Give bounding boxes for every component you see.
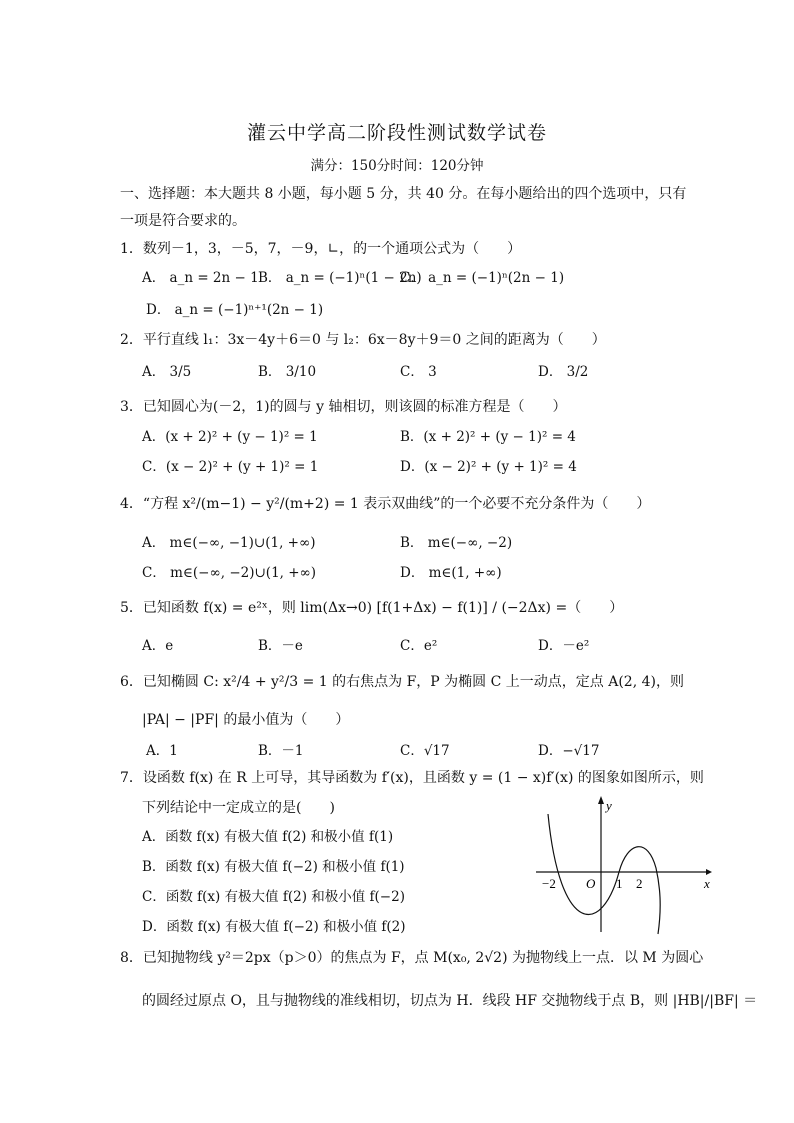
y-axis-label: y — [606, 798, 612, 813]
x-axis-label: x — [704, 876, 710, 891]
question-4-option-a: A． m∈(−∞, −1)∪(1, +∞) — [142, 535, 316, 551]
question-1-option-c: C． a_n = (−1)ⁿ(2n − 1) — [400, 270, 565, 286]
question-6-option-a: A．1 — [146, 743, 178, 759]
question-7-option-d: D．函数 f(x) 有极大值 f(−2) 和极小值 f(2) — [142, 919, 406, 935]
question-7-option-b: B．函数 f(x) 有极大值 f(−2) 和极小值 f(1) — [142, 859, 405, 875]
question-4-option-c: C． m∈(−∞, −2)∪(1, +∞) — [142, 565, 317, 581]
question-3-option-b: B．(x + 2)² + (y − 1)² = 4 — [400, 429, 576, 445]
question-3-option-a: A．(x + 2)² + (y − 1)² = 1 — [142, 429, 318, 445]
question-3-stem: 3．已知圆心为(－2，1)的圆与 y 轴相切，则该圆的标准方程是（ ） — [120, 399, 567, 415]
question-5-option-d: D．－e² — [538, 638, 590, 654]
y-axis-arrow-icon — [598, 796, 604, 804]
question-4-stem: 4．“方程 x²/(m−1) − y²/(m+2) = 1 表示双曲线”的一个必要不充分条件为（ ） — [120, 496, 651, 512]
question-4-option-b: B． m∈(−∞, −2) — [400, 535, 513, 551]
exam-info: 满分：150分时间：120分钟 — [310, 158, 484, 174]
question-5-option-c: C．e² — [400, 638, 438, 654]
tick-label-2: 2 — [636, 876, 643, 891]
derivative-graph — [536, 796, 712, 936]
question-2-stem: 2．平行直线 l₁：3x－4y＋6＝0 与 l₂：6x－8y＋9＝0 之间的距离为（ ） — [120, 332, 606, 348]
question-5-option-a: A．e — [142, 638, 174, 654]
question-2-option-b: B． 3/10 — [258, 364, 317, 380]
question-3-option-c: C．(x − 2)² + (y + 1)² = 1 — [142, 459, 319, 475]
question-6-stem: 6．已知椭圆 C: x²/4 + y²/3 = 1 的右焦点为 F，P 为椭圆 C 上一动点，定点 A(2, 4)，则 — [120, 674, 684, 690]
question-5-option-b: B．－e — [258, 638, 303, 654]
section-instructions-line1: 一、选择题：本大题共 8 小题，每小题 5 分，共 40 分。在每小题给出的四个选项中，只有 — [120, 186, 687, 202]
question-2-option-a: A． 3/5 — [142, 364, 192, 380]
question-1-option-b: B． a_n = (−1)ⁿ(1 − 2n) — [258, 270, 422, 286]
page-title: 灌云中学高二阶段性测试数学试卷 — [246, 122, 547, 144]
question-7-option-a: A．函数 f(x) 有极大值 f(2) 和极小值 f(1) — [142, 829, 394, 845]
section-instructions-line2: 一项是符合要求的。 — [120, 213, 246, 229]
question-1-option-a: A． a_n = 2n − 1 — [142, 270, 259, 286]
question-6-option-b: B．－1 — [258, 743, 304, 759]
question-5-stem: 5．已知函数 f(x) = e²ˣ，则 lim(Δx→0) [f(1+Δx) − f(1)] / (−2Δx) =（ ） — [120, 600, 624, 616]
question-8-stem: 8．已知抛物线 y²＝2px（p＞0）的焦点为 F，点 M(x₀, 2√2) 为抛物线上一点．以 M 为圆心 — [120, 950, 704, 966]
question-3-option-d: D．(x − 2)² + (y + 1)² = 4 — [400, 459, 577, 475]
tick-label-neg2: −2 — [542, 876, 556, 891]
question-7-stem: 7．设函数 f(x) 在 R 上可导，其导函数为 f′(x)，且函数 y = (1 − x)f′(x) 的图象如图所示，则 — [120, 770, 704, 786]
curve-y-1-x-fprime — [548, 814, 660, 934]
tick-label-1: 1 — [616, 876, 623, 891]
question-7-option-c: C．函数 f(x) 有极大值 f(2) 和极小值 f(−2) — [142, 889, 405, 905]
origin-label: O — [586, 876, 596, 891]
question-2-option-d: D． 3/2 — [538, 364, 589, 380]
question-7-stem-cont: 下列结论中一定成立的是( ) — [142, 800, 335, 816]
question-6-option-c: C．√17 — [400, 743, 450, 759]
x-axis-arrow-icon — [706, 869, 712, 875]
question-1-option-d: D． a_n = (−1)ⁿ⁺¹(2n − 1) — [146, 302, 324, 318]
question-4-option-d: D． m∈(1, +∞) — [400, 565, 502, 581]
question-6-option-d: D．−√17 — [538, 743, 600, 759]
question-6-stem-cont: |PA| − |PF| 的最小值为（ ） — [142, 712, 350, 728]
question-8-stem-cont: 的圆经过原点 O，且与抛物线的准线相切，切点为 H．线段 HF 交抛物线于点 B，则 |HB|/|BF| ＝ — [142, 993, 758, 1009]
question-2-option-c: C． 3 — [400, 364, 437, 380]
question-1-stem: 1．数列－1，3，－5，7，－9，∟，的一个通项公式为（ ） — [120, 241, 522, 257]
